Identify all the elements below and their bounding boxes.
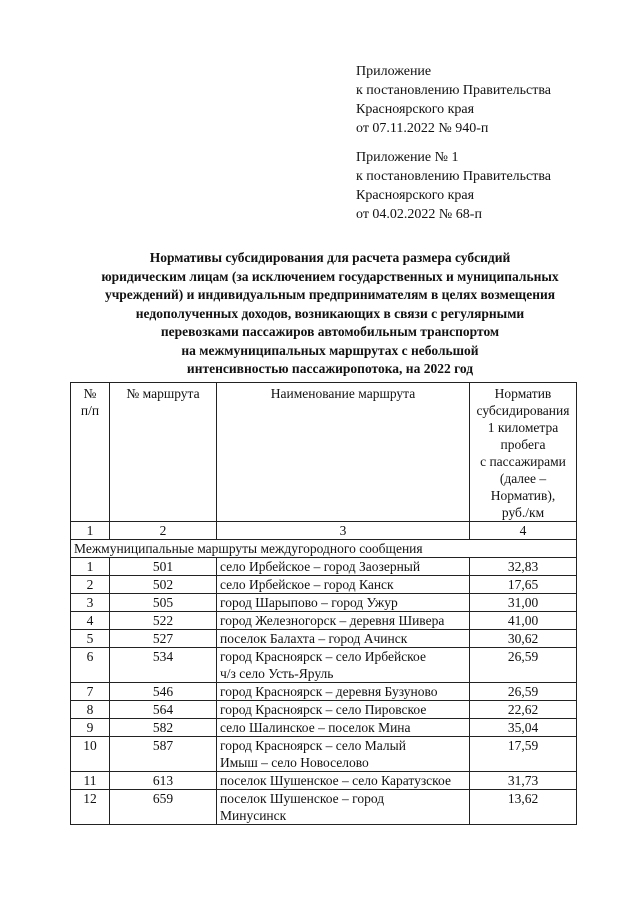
norm-value: 31,73: [470, 772, 577, 790]
annex1-line: от 04.02.2022 № 68-п: [356, 207, 482, 222]
document-title: [60, 249, 600, 379]
annex-line: Красноярского края: [356, 102, 475, 117]
route-name: [217, 576, 470, 594]
route-name: [217, 737, 470, 772]
header-norm-line: Норматив),: [490, 488, 556, 503]
table-row: [71, 558, 577, 576]
title-line: Нормативы субсидирования для расчета размера субсидий: [149, 250, 511, 265]
route-name: [217, 612, 470, 630]
route-number: 587: [110, 737, 217, 772]
table-row: [71, 630, 577, 648]
route-name-line: село Шалинское – поселок Мина: [220, 720, 411, 735]
section-title: Межмуниципальные маршруты междугородного сообщения: [71, 540, 577, 558]
route-number: 505: [110, 594, 217, 612]
norm-value: 41,00: [470, 612, 577, 630]
header-route-number: № маршрута: [110, 383, 217, 522]
annex-block: [356, 62, 551, 138]
route-number: 582: [110, 719, 217, 737]
table-row: [71, 612, 577, 630]
table-row: [71, 576, 577, 594]
table-body: [71, 558, 577, 825]
header-norm-line: руб./км: [501, 505, 545, 520]
table-row: [71, 648, 577, 683]
column-number: 2: [110, 522, 217, 540]
norm-value: 26,59: [470, 683, 577, 701]
annex1-block: [356, 148, 551, 224]
route-name: [217, 772, 470, 790]
route-number: 613: [110, 772, 217, 790]
route-name: [217, 630, 470, 648]
route-name-line: город Красноярск – деревня Бузуново: [220, 684, 438, 699]
row-number: 5: [71, 630, 110, 648]
norm-value: 17,65: [470, 576, 577, 594]
norm-value: 26,59: [470, 648, 577, 683]
table-row: [71, 701, 577, 719]
route-number: 564: [110, 701, 217, 719]
route-name: [217, 790, 470, 825]
row-number: 10: [71, 737, 110, 772]
norm-value: 30,62: [470, 630, 577, 648]
subsidy-table: [70, 382, 577, 825]
route-name: [217, 594, 470, 612]
table-row: [71, 594, 577, 612]
column-numbering-row: [71, 522, 577, 540]
annex1-line: Приложение № 1: [356, 150, 459, 165]
header-norm: [470, 383, 577, 522]
title-line: на межмуниципальных маршрутах с небольшой: [181, 342, 479, 358]
route-name-line: город Красноярск – село Ирбейское: [220, 649, 426, 664]
title-line: перевозками пассажиров автомобильным транспортом: [160, 324, 500, 339]
row-number: 7: [71, 683, 110, 701]
route-name-line: поселок Шушенское – село Каратузское: [220, 773, 451, 788]
table-row: [71, 772, 577, 790]
route-number: 659: [110, 790, 217, 825]
norm-value: 35,04: [470, 719, 577, 737]
table-row: [71, 790, 577, 825]
table-row: [71, 737, 577, 772]
section-row: [71, 540, 577, 558]
route-name-line: город Шарыпово – город Ужур: [220, 595, 398, 610]
annex-line: от 07.11.2022 № 940-п: [356, 121, 489, 136]
route-number: 522: [110, 612, 217, 630]
route-name: [217, 648, 470, 683]
route-name-line: город Железногорск – деревня Шивера: [220, 613, 445, 628]
route-name-line: Минусинск: [220, 808, 287, 823]
row-number: 2: [71, 576, 110, 594]
row-number: 1: [71, 558, 110, 576]
table-header-row: [71, 383, 577, 522]
row-number: 4: [71, 612, 110, 630]
header-norm-line: 1 километра: [487, 420, 559, 435]
route-number: 546: [110, 683, 217, 701]
row-number: 11: [71, 772, 110, 790]
annex1-line: к постановлению Правительства: [356, 169, 552, 184]
title-line: недополученных доходов, возникающих в связи с регулярными: [135, 305, 525, 321]
route-name-line: ч/з село Усть-Яруль: [220, 666, 334, 681]
header-norm-line: Норматив: [494, 386, 552, 401]
row-number: 3: [71, 594, 110, 612]
norm-value: 13,62: [470, 790, 577, 825]
row-number: 8: [71, 701, 110, 719]
column-number: 4: [470, 522, 577, 540]
header-number-line: №: [83, 386, 97, 401]
route-name: [217, 701, 470, 719]
route-name-line: село Ирбейское – город Заозерный: [220, 559, 421, 574]
route-name: [217, 683, 470, 701]
column-number: 3: [217, 522, 470, 540]
route-name-line: город Красноярск – село Малый: [220, 738, 406, 753]
row-number: 12: [71, 790, 110, 825]
annex-line: Приложение: [356, 64, 432, 79]
header-number-line: п/п: [80, 403, 100, 418]
header-norm-line: (далее –: [499, 471, 547, 486]
header-norm-line: с пассажирами: [480, 454, 566, 469]
annex1-line: Красноярского края: [356, 188, 475, 203]
route-name-line: поселок Балахта – город Ачинск: [220, 631, 408, 646]
title-line: юридическим лицам (за исключением государственных и муниципальных: [101, 268, 559, 284]
header-norm-line: субсидирования: [476, 403, 570, 418]
route-number: 527: [110, 630, 217, 648]
route-number: 502: [110, 576, 217, 594]
annex-line: к постановлению Правительства: [356, 83, 552, 98]
route-name-line: Имыш – село Новоселово: [220, 755, 369, 770]
header-route-name: Наименование маршрута: [217, 383, 470, 522]
row-number: 6: [71, 648, 110, 683]
route-name: [217, 719, 470, 737]
route-name-line: поселок Шушенское – город: [220, 791, 385, 806]
route-name-line: село Ирбейское – город Канск: [220, 577, 394, 592]
norm-value: 17,59: [470, 737, 577, 772]
norm-value: 32,83: [470, 558, 577, 576]
route-number: 534: [110, 648, 217, 683]
route-name-line: город Красноярск – село Пировское: [220, 702, 427, 717]
header-norm-line: пробега: [500, 437, 546, 452]
row-number: 9: [71, 719, 110, 737]
title-line: интенсивностью пассажиропотока, на 2022 год: [186, 361, 474, 376]
header-number: [71, 383, 110, 522]
column-number: 1: [71, 522, 110, 540]
norm-value: 22,62: [470, 701, 577, 719]
norm-value: 31,00: [470, 594, 577, 612]
table-row: [71, 719, 577, 737]
route-number: 501: [110, 558, 217, 576]
table-row: [71, 683, 577, 701]
title-line: учреждений) и индивидуальным предпринимателям в целях возмещения: [104, 287, 556, 302]
route-name: [217, 558, 470, 576]
